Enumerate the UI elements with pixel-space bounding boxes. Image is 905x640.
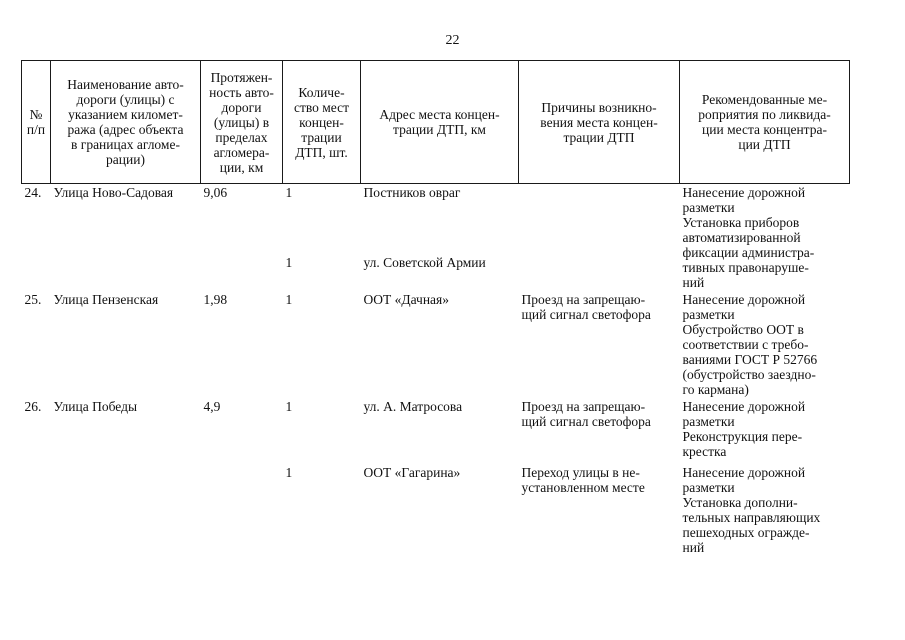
text-line: Наименование авто-	[67, 77, 184, 92]
text-line: Причины возникно-	[541, 99, 657, 115]
text-line: Переход улицы в не-	[521, 465, 640, 480]
text-line: №	[29, 107, 43, 122]
text-line: разметки	[682, 307, 735, 322]
table-row	[22, 460, 850, 556]
accident-count: 1	[285, 465, 293, 480]
accident-address: Постников овраг	[363, 185, 461, 200]
text-line: Реконструкция пере-	[682, 429, 803, 444]
text-line: ний	[682, 540, 705, 555]
text-line: п/п	[26, 122, 46, 137]
text-line: Проезд на запрещаю-	[521, 399, 646, 414]
header-lines	[203, 70, 280, 175]
road-length: 9,06	[203, 185, 228, 200]
text-line: го кармана)	[682, 382, 749, 397]
accident-table	[21, 60, 850, 556]
text-line: Протяжен-	[210, 69, 273, 85]
accident-count: 1	[285, 254, 293, 270]
text-line: дороги (улицы) с	[76, 92, 175, 107]
text-line: ваниями ГОСТ Р 52766	[682, 352, 818, 367]
text-line: (обустройство заездно-	[682, 367, 816, 382]
text-line: Нанесение дорожной	[682, 465, 806, 480]
text-line: разметки	[682, 414, 735, 429]
text-line: концен-	[299, 114, 344, 130]
header-cell-reason	[519, 61, 680, 184]
header-cell-measures	[680, 61, 850, 184]
text-line: в границах агломе-	[71, 137, 180, 152]
text-line: вения места концен-	[540, 114, 658, 130]
row-number: 24.	[24, 185, 42, 200]
accident-address: ул. Советской Армии	[363, 254, 486, 270]
text-line: Количе-	[298, 84, 345, 100]
accident-address: ул. А. Матросова	[363, 399, 463, 414]
table-row	[22, 291, 850, 398]
text-line: Установка дополни-	[682, 495, 798, 510]
text-line: агломера-	[213, 144, 270, 160]
text-line: пределах	[215, 129, 268, 145]
accident-address: ООТ «Гагарина»	[363, 465, 461, 480]
accident-count: 1	[285, 185, 293, 200]
accident-reason	[519, 207, 680, 291]
text-line: трации ДТП, км	[393, 122, 486, 137]
accident-count: 1	[285, 399, 293, 414]
text-line: ДТП, шт.	[295, 144, 348, 160]
header-cell-count	[283, 61, 361, 184]
text-line: Обустройство ООТ в	[682, 322, 804, 337]
header-lines	[24, 107, 48, 137]
text-line: ции, км	[219, 159, 264, 175]
header-lines	[53, 77, 198, 167]
header-row	[22, 61, 850, 184]
text-line: указанием километ-	[68, 107, 183, 122]
header-cell-road	[51, 61, 201, 184]
road-name: Улица Победы	[53, 399, 138, 414]
text-line: ции ДТП	[738, 137, 791, 152]
road-length: 1,98	[203, 292, 228, 307]
text-line: трации	[301, 129, 342, 145]
header-lines	[363, 107, 516, 137]
text-line: ность авто-	[209, 84, 274, 100]
road-name: Улица Ново-Садовая	[53, 185, 174, 200]
text-line: Рекомендованные ме-	[701, 92, 828, 107]
road-name: Улица Пензенская	[53, 292, 159, 307]
header-cell-num	[22, 61, 51, 184]
text-line: ний	[682, 275, 705, 290]
row-number: 25.	[24, 292, 42, 307]
recommended-measures	[680, 184, 850, 292]
text-line: пешеходных огражде-	[682, 525, 810, 540]
row-number: 26.	[24, 399, 42, 414]
text-line: Нанесение дорожной	[682, 292, 806, 307]
table-row	[22, 184, 850, 207]
text-line: ство мест	[293, 99, 350, 115]
header-cell-length	[201, 61, 283, 184]
text-line: щий сигнал светофора	[521, 307, 651, 322]
text-line: Нанесение дорожной	[682, 399, 806, 414]
text-line: ража (адрес объекта	[67, 122, 184, 137]
text-line: Нанесение дорожной	[682, 185, 806, 200]
table-row	[22, 398, 850, 460]
accident-count: 1	[285, 292, 293, 307]
accident-address: ООТ «Дачная»	[363, 292, 449, 307]
text-line: Проезд на запрещаю-	[521, 292, 646, 307]
text-line: крестка	[682, 444, 727, 459]
accident-reason	[519, 184, 680, 207]
recommended-measures	[680, 460, 850, 556]
text-line: установленном месте	[521, 480, 645, 495]
text-line: соответствии с требо-	[682, 337, 809, 352]
text-line: роприятия по ликвида-	[698, 107, 831, 122]
text-line: ции места концентра-	[702, 122, 827, 137]
text-line: дороги	[221, 99, 262, 115]
text-line: рации)	[106, 152, 145, 167]
header-lines	[521, 100, 677, 145]
text-line: тивных правонаруше-	[682, 260, 809, 275]
header-lines	[682, 92, 847, 152]
header-lines	[285, 85, 358, 160]
header-cell-address	[361, 61, 519, 184]
recommended-measures	[680, 291, 850, 398]
text-line: тельных направляющих	[682, 510, 821, 525]
road-length: 4,9	[203, 399, 221, 414]
accident-reason	[519, 460, 680, 556]
text-line: автоматизированной	[682, 230, 801, 245]
accident-reason	[519, 398, 680, 460]
text-line: фиксации администра-	[682, 245, 815, 260]
text-line: трации ДТП	[563, 129, 635, 145]
text-line: щий сигнал светофора	[521, 414, 651, 429]
text-line: Адрес места концен-	[379, 107, 500, 122]
text-line: разметки	[682, 480, 735, 495]
text-line: (улицы) в	[213, 114, 270, 130]
page-number: 22	[445, 33, 460, 48]
text-line: разметки	[682, 200, 735, 215]
accident-reason	[519, 291, 680, 398]
text-line: Установка приборов	[682, 215, 800, 230]
recommended-measures	[680, 398, 850, 460]
